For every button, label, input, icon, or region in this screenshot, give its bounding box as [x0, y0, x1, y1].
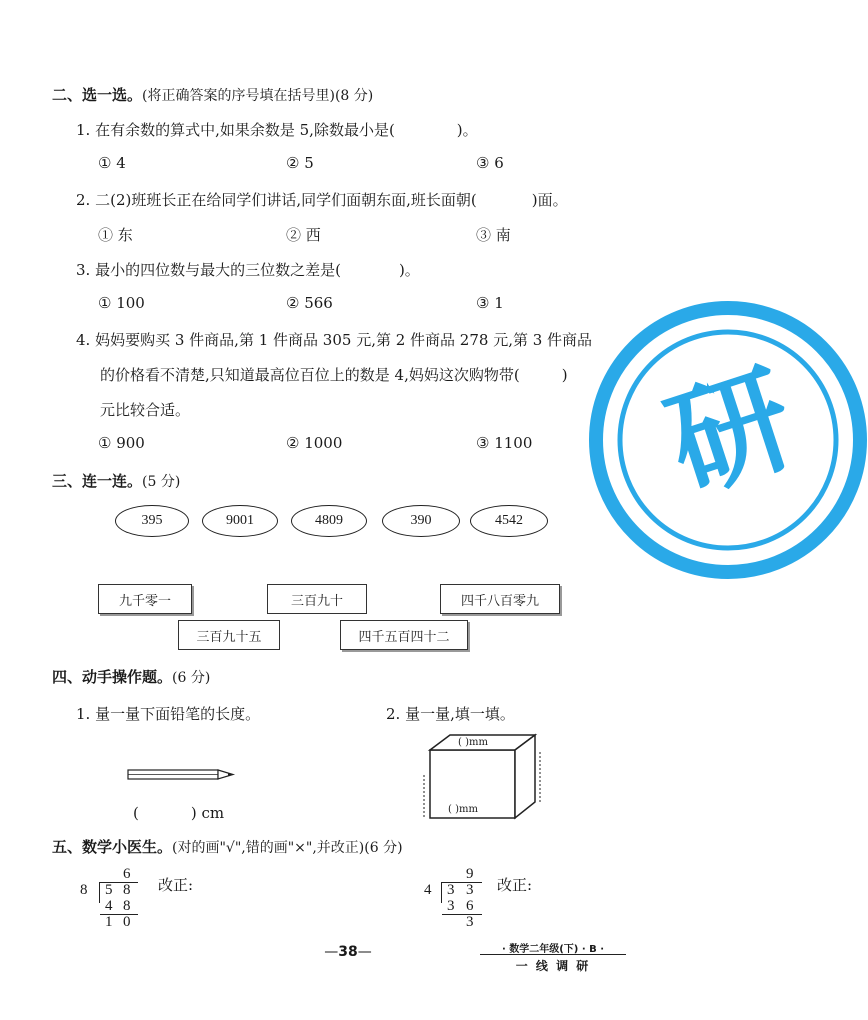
word-box[interactable]: 三百九十	[267, 584, 367, 614]
question-end: )。	[456, 121, 478, 139]
question-end: )。	[398, 261, 420, 279]
number-oval[interactable]: 395	[115, 505, 189, 537]
word-box[interactable]: 四千五百四十二	[340, 620, 468, 650]
section5-heading	[52, 836, 403, 857]
paren-close-unit: ) cm	[190, 804, 225, 822]
question-2-1	[76, 119, 478, 140]
section3-title: 三、连一连。	[52, 472, 143, 490]
word-box[interactable]: 三百九十五	[178, 620, 280, 650]
word-box[interactable]: 九千零一	[98, 584, 192, 614]
number-oval[interactable]: 9001	[202, 505, 278, 537]
question-4-1	[76, 703, 260, 724]
pencil-length-answer	[133, 804, 224, 822]
product-digit: 4	[105, 898, 113, 914]
section2-note: (将正确答案的序号填在括号里)(8 分)	[142, 88, 374, 104]
question-number: 2.	[386, 705, 401, 723]
fix-label-1: 改正:	[158, 876, 194, 894]
option: ① 4	[98, 154, 126, 172]
page-number: 38	[338, 944, 358, 960]
option: ② 1000	[286, 434, 343, 452]
word-box[interactable]: 四千八百零九	[440, 584, 560, 614]
number-oval[interactable]: 390	[382, 505, 460, 537]
divisor: 8	[80, 882, 88, 898]
question-text: 量一量,填一填。	[405, 705, 515, 723]
question-text: 量一量下面铅笔的长度。	[95, 705, 261, 723]
footer-series: · 数学二年级(下) · B ·	[501, 944, 605, 955]
section4-note: (6 分)	[172, 670, 211, 686]
section4-heading	[52, 666, 210, 687]
question-2-4-line3: 元比较合适。	[100, 401, 191, 419]
divisor: 4	[424, 882, 432, 898]
quotient: 9	[466, 866, 474, 882]
question-number: 1.	[76, 705, 91, 723]
pencil-icon	[127, 766, 237, 784]
product-digit: 3	[447, 898, 455, 914]
option: ② 566	[286, 294, 333, 312]
option: ③ 南	[476, 226, 511, 244]
option: ③ 6	[476, 154, 504, 172]
question-end: )面。	[531, 191, 568, 209]
question-number: 4.	[76, 331, 91, 349]
dividend-digit: 5	[105, 882, 113, 898]
quotient: 6	[123, 866, 131, 882]
question-number: 2.	[76, 191, 91, 209]
section5-note: (对的画"√",错的画"×",并改正)(6 分)	[172, 840, 403, 856]
remainder-digit: 3	[466, 914, 474, 930]
number-oval[interactable]: 4809	[291, 505, 367, 537]
dividend-digit: 8	[123, 882, 131, 898]
question-text: 二(2)班班长正在给同学们讲话,同学们面朝东面,班长面朝(	[95, 191, 477, 209]
question-text: 妈妈要购买 3 件商品,第 1 件商品 305 元,第 2 件商品 278 元,第 3 件商品	[95, 331, 593, 349]
question-2-4	[76, 329, 592, 350]
number-oval[interactable]: 4542	[470, 505, 548, 537]
page-number-block: —38—	[324, 944, 372, 960]
cuboid-bottom-label: ( )mm	[448, 804, 478, 815]
product-digit: 8	[123, 898, 131, 914]
option: ① 900	[98, 434, 145, 452]
dividend-digit: 3	[466, 882, 474, 898]
question-4-2	[386, 703, 515, 724]
fix-label-2: 改正:	[497, 876, 533, 894]
stamp-watermark	[588, 300, 868, 580]
section3-note: (5 分)	[142, 474, 181, 490]
footer-divider	[480, 954, 626, 955]
product-digit: 6	[466, 898, 474, 914]
footer-brand: 一 线 调 研	[515, 959, 591, 973]
section3-heading	[52, 470, 180, 491]
paren-open: (	[133, 804, 139, 822]
question-number: 3.	[76, 261, 91, 279]
option: ② 西	[286, 226, 321, 244]
question-2-3	[76, 259, 420, 280]
cuboid-top-label: ( )mm	[458, 737, 488, 748]
remainder-digit: 0	[123, 914, 131, 930]
question-text: 的价格看不清楚,只知道最高位百位上的数是 4,妈妈这次购物带(	[100, 366, 520, 384]
option: ① 东	[98, 226, 133, 244]
option: ① 100	[98, 294, 145, 312]
section5-title: 五、数学小医生。	[52, 838, 173, 856]
question-number: 1.	[76, 121, 91, 139]
question-text: 最小的四位数与最大的三位数之差是(	[95, 261, 341, 279]
question-text: 在有余数的算式中,如果余数是 5,除数最小是(	[95, 121, 395, 139]
section2-title: 二、选一选。	[52, 86, 143, 104]
remainder-digit: 1	[105, 914, 113, 930]
dividend-digit: 3	[447, 882, 455, 898]
section4-title: 四、动手操作题。	[52, 668, 173, 686]
question-end: )	[561, 366, 568, 384]
question-2-2	[76, 189, 568, 210]
option: ② 5	[286, 154, 314, 172]
option: ③ 1100	[476, 434, 533, 452]
section2-heading	[52, 84, 373, 105]
option: ③ 1	[476, 294, 504, 312]
stamp-text: 研	[652, 348, 810, 518]
subtraction-line	[442, 914, 482, 915]
question-2-4-line2	[100, 364, 568, 385]
